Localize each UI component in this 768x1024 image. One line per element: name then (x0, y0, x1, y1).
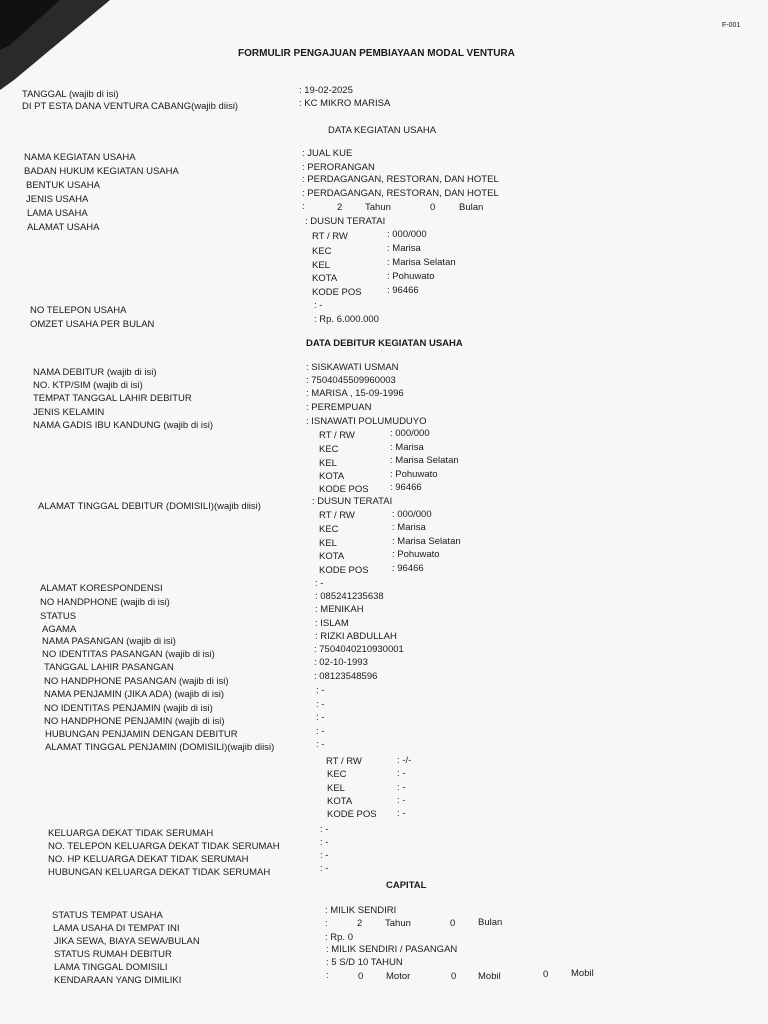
debitur-ktp-value: : 7504045509960003 (306, 375, 396, 386)
usaha-badan-label: BADAN HUKUM KEGIATAN USAHA (24, 166, 179, 177)
hp-pasangan-value: : 08123548596 (314, 671, 378, 682)
debitur-ibu-label: NAMA GADIS IBU KANDUNG (wajib di isi) (33, 420, 214, 431)
domisili-kota-label: KOTA (319, 551, 345, 562)
debitur-kota-value: : Pohuwato (390, 469, 438, 480)
status-tempat-value: : MILIK SENDIRI (325, 905, 397, 916)
debitur-domisili-label: ALAMAT TINGGAL DEBITUR (DOMISILI)(wajib diisi) (38, 501, 261, 512)
usaha-nama-value: : JUAL KUE (302, 148, 353, 159)
domisili-kodepos-label: KODE POS (319, 565, 369, 576)
debitur-rtrw-value: : 000/000 (390, 428, 430, 439)
form-code: F-001 (722, 22, 741, 29)
debitur-domisili-value: : DUSUN TERATAI (312, 496, 393, 507)
penjamin-value: : - (316, 685, 325, 696)
pasangan-label: NAMA PASANGAN (wajib di isi) (42, 636, 176, 647)
hp-kel-value: : - (320, 850, 329, 861)
kendaraan-label: KENDARAAN YANG DIMILIKI (54, 975, 182, 986)
debitur-heading: DATA DEBITUR KEGIATAN USAHA (306, 338, 463, 349)
usaha-kota-label: KOTA (312, 273, 338, 284)
domisili-kota-value: : Pohuwato (392, 549, 440, 560)
debitur-kodepos-value: : 96466 (390, 482, 422, 493)
kel-dekat-label: KELUARGA DEKAT TIDAK SERUMAH (48, 828, 214, 839)
usaha-jenis-label: JENIS USAHA (26, 194, 89, 205)
korespondensi-label: ALAMAT KORESPONDENSI (40, 583, 163, 594)
penjamin-kota-label: KOTA (327, 796, 353, 807)
sewa-label: JIKA SEWA, BIAYA SEWA/BULAN (54, 936, 200, 947)
hub-kel-value: : - (320, 863, 329, 874)
lama-domisili-value: : 5 S/D 10 TAHUN (326, 957, 403, 968)
usaha-lama-bulan-number: 0 (430, 202, 436, 213)
usaha-lama-tahun-label: Tahun (365, 202, 391, 213)
usaha-bentuk-label: BENTUK USAHA (26, 180, 100, 191)
status-value: : MENIKAH (315, 604, 364, 615)
tanggal-label: TANGGAL (wajib di isi) (22, 89, 119, 100)
hp-kel-label: NO. HP KELUARGA DEKAT TIDAK SERUMAH (48, 854, 249, 865)
motor-number: 0 (358, 971, 364, 982)
tel-kel-label: NO. TELEPON KELUARGA DEKAT TIDAK SERUMAH (48, 841, 280, 852)
usaha-heading: DATA KEGIATAN USAHA (328, 125, 437, 136)
debitur-jk-label: JENIS KELAMIN (33, 407, 105, 418)
penjamin-kel-label: KEL (327, 783, 345, 794)
usaha-kota-value: : Pohuwato (387, 271, 435, 282)
domisili-kodepos-value: : 96466 (392, 563, 424, 574)
debitur-ttl-value: : MARISA , 15-09-1996 (306, 388, 404, 399)
usaha-kel-label: KEL (312, 260, 330, 271)
lama-tempat-tahun-label: Tahun (385, 918, 411, 929)
usaha-lama-tahun-number: 2 (337, 202, 343, 213)
hub-kel-label: HUBUNGAN KELUARGA DEKAT TIDAK SERUMAH (48, 867, 271, 878)
alamat-penjamin-value: : - (316, 739, 325, 750)
mobil-number: 0 (451, 971, 457, 982)
scan-corner-shadow (0, 0, 110, 90)
debitur-ibu-value: : ISNAWATI POLUMUDUYO (306, 416, 427, 427)
penjamin-label: NAMA PENJAMIN (JIKA ADA) (wajib di isi) (44, 689, 225, 700)
lama-tempat-label: LAMA USAHA DI TEMPAT INI (53, 923, 180, 934)
penjamin-kec-value: : - (397, 768, 406, 779)
debitur-nama-value: : SISKAWATI USMAN (306, 362, 399, 373)
id-penjamin-value: : - (316, 699, 325, 710)
usaha-alamat-label: ALAMAT USAHA (27, 222, 100, 233)
penjamin-kodepos-value: : - (397, 808, 406, 819)
motor-label: Motor (386, 971, 411, 982)
domisili-rtrw-label: RT / RW (319, 510, 355, 521)
mobil-second-label: Mobil (571, 968, 594, 979)
debitur-rtrw-label: RT / RW (319, 430, 355, 441)
usaha-nama-label: NAMA KEGIATAN USAHA (24, 152, 136, 163)
usaha-lama-colon: : (302, 201, 305, 212)
domisili-kel-value: : Marisa Selatan (392, 536, 461, 547)
usaha-kodepos-value: : 96466 (387, 285, 419, 296)
capital-heading: CAPITAL (386, 880, 427, 891)
hp-penjamin-value: : - (316, 712, 325, 723)
usaha-telepon-value: : - (314, 300, 323, 311)
korespondensi-value: : - (315, 578, 324, 589)
usaha-omzet-value: : Rp. 6.000.000 (314, 314, 379, 325)
penjamin-rtrw-value: : -/- (397, 755, 412, 766)
pasangan-value: : RIZKI ABDULLAH (315, 631, 397, 642)
tanggal-value: : 19-02-2025 (299, 85, 353, 96)
domisili-kel-label: KEL (319, 538, 337, 549)
domisili-kec-value: : Marisa (392, 522, 426, 533)
cabang-value: : KC MIKRO MARISA (299, 98, 391, 109)
form-title: FORMULIR PENGAJUAN PEMBIAYAAN MODAL VENTURA (238, 48, 515, 59)
usaha-omzet-label: OMZET USAHA PER BULAN (30, 319, 155, 330)
sewa-value: : Rp. 0 (325, 932, 353, 943)
debitur-ktp-label: NO. KTP/SIM (wajib di isi) (33, 380, 143, 391)
mobil-label: Mobil (478, 971, 501, 982)
usaha-lama-bulan-label: Bulan (459, 202, 484, 213)
hub-penjamin-value: : - (316, 726, 325, 737)
hp-penjamin-label: NO HANDPHONE PENJAMIN (wajib di isi) (44, 716, 225, 727)
kendaraan-colon: : (326, 970, 329, 981)
lama-tempat-tahun-number: 2 (357, 918, 363, 929)
usaha-kec-label: KEC (312, 246, 332, 257)
lama-tempat-bulan-label: Bulan (478, 917, 503, 928)
mobil-second-number: 0 (543, 969, 549, 980)
debitur-ttl-label: TEMPAT TANGGAL LAHIR DEBITUR (33, 393, 192, 404)
usaha-kel-value: : Marisa Selatan (387, 257, 456, 268)
hub-penjamin-label: HUBUNGAN PENJAMIN DENGAN DEBITUR (45, 729, 238, 740)
domisili-rtrw-value: : 000/000 (392, 509, 432, 520)
usaha-kodepos-label: KODE POS (312, 287, 362, 298)
domisili-kec-label: KEC (319, 524, 339, 535)
status-tempat-label: STATUS TEMPAT USAHA (52, 910, 163, 921)
penjamin-kel-value: : - (397, 782, 406, 793)
debitur-kodepos-label: KODE POS (319, 484, 369, 495)
usaha-badan-value: : PERORANGAN (302, 162, 375, 173)
hp-pasangan-label: NO HANDPHONE PASANGAN (wajib di isi) (44, 676, 229, 687)
rumah-value: : MILIK SENDIRI / PASANGAN (326, 944, 458, 955)
usaha-rtrw-value: : 000/000 (387, 229, 427, 240)
id-penjamin-label: NO IDENTITAS PENJAMIN (wajib di isi) (44, 703, 213, 714)
debitur-hp-value: : 085241235638 (315, 591, 384, 602)
penjamin-rtrw-label: RT / RW (326, 756, 362, 767)
debitur-kec-value: : Marisa (390, 442, 424, 453)
lama-domisili-label: LAMA TINGGAL DOMISILI (54, 962, 168, 973)
tgl-pasangan-value: : 02-10-1993 (314, 657, 368, 668)
lama-tempat-bulan-number: 0 (450, 918, 456, 929)
usaha-kec-value: : Marisa (387, 243, 421, 254)
penjamin-kec-label: KEC (327, 769, 347, 780)
id-pasangan-label: NO IDENTITAS PASANGAN (wajib di isi) (42, 649, 215, 660)
agama-value: : ISLAM (315, 618, 349, 629)
debitur-kel-label: KEL (319, 458, 337, 469)
cabang-label: DI PT ESTA DANA VENTURA CABANG(wajib diisi) (22, 101, 239, 112)
rumah-label: STATUS RUMAH DEBITUR (54, 949, 172, 960)
penjamin-kodepos-label: KODE POS (327, 809, 377, 820)
agama-label: AGAMA (42, 624, 77, 635)
usaha-alamat-value: : DUSUN TERATAI (305, 216, 386, 227)
debitur-jk-value: : PEREMPUAN (306, 402, 372, 413)
debitur-kel-value: : Marisa Selatan (390, 455, 459, 466)
usaha-lama-label: LAMA USAHA (27, 208, 88, 219)
usaha-rtrw-label: RT / RW (312, 231, 348, 242)
tgl-pasangan-label: TANGGAL LAHIR PASANGAN (44, 662, 174, 673)
lama-tempat-colon: : (325, 918, 328, 929)
debitur-kec-label: KEC (319, 444, 339, 455)
kel-dekat-value: : - (320, 824, 329, 835)
id-pasangan-value: : 7504040210930001 (314, 644, 404, 655)
debitur-kota-label: KOTA (319, 471, 345, 482)
status-label: STATUS (40, 611, 77, 622)
debitur-hp-label: NO HANDPHONE (wajib di isi) (40, 597, 170, 608)
alamat-penjamin-label: ALAMAT TINGGAL PENJAMIN (DOMISILI)(wajib diisi) (45, 742, 275, 753)
usaha-jenis-value: : PERDAGANGAN, RESTORAN, DAN HOTEL (302, 188, 499, 199)
penjamin-kota-value: : - (397, 795, 406, 806)
usaha-bentuk-value: : PERDAGANGAN, RESTORAN, DAN HOTEL (302, 174, 499, 185)
debitur-nama-label: NAMA DEBITUR (wajib di isi) (33, 367, 157, 378)
tel-kel-value: : - (320, 837, 329, 848)
usaha-telepon-label: NO TELEPON USAHA (30, 305, 127, 316)
